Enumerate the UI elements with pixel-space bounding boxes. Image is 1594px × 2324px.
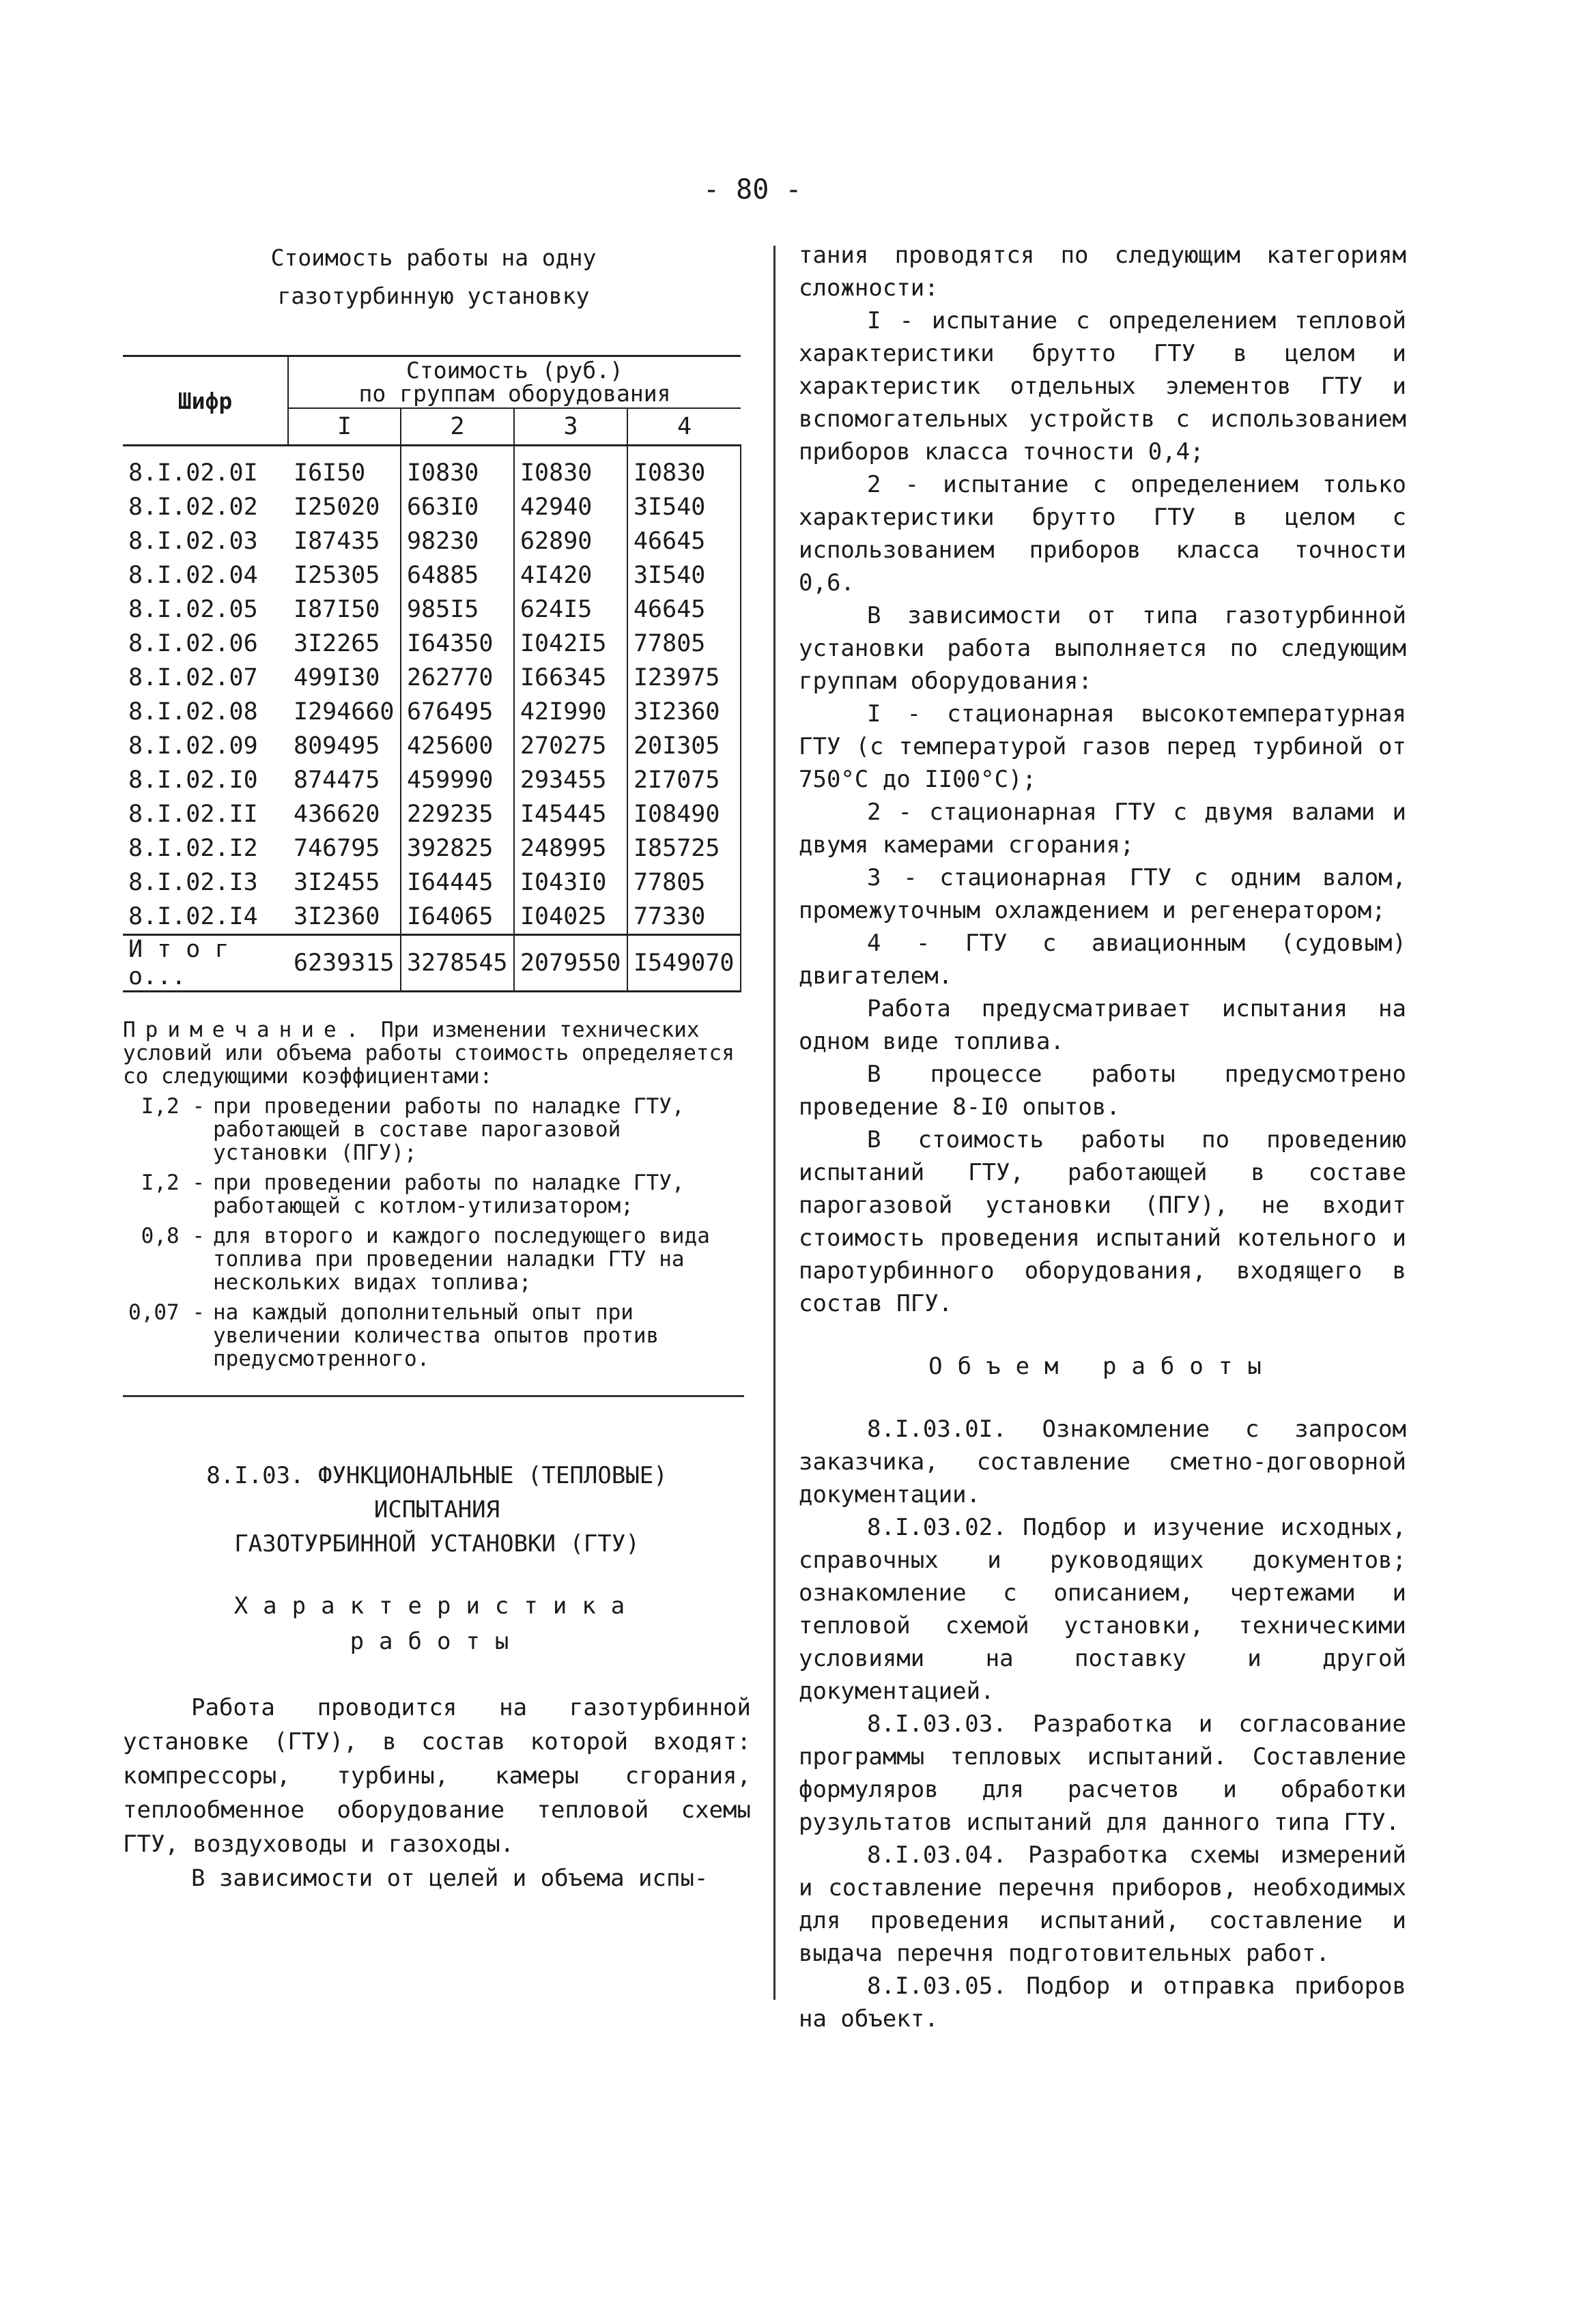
section-title	[123, 1459, 751, 1561]
cost-cell: I04025	[514, 900, 627, 935]
characteristic-heading-line: работы	[350, 1628, 524, 1655]
row-code: 8.I.02.05	[128, 596, 258, 623]
paragraph: 2 - испытание с определением только характеристики брутто ГТУ в целом с использованием приборов класса точности 0,6.	[799, 471, 1406, 597]
table-row	[123, 729, 741, 763]
row-code: 8.I.02.I3	[128, 869, 258, 896]
paragraph: тания проводятся по следующим категориям сложности:	[799, 242, 1406, 302]
cost-cell: 3I540	[627, 490, 741, 524]
row-code: 8.I.02.I2	[128, 835, 258, 862]
table-row	[123, 763, 741, 797]
row-code: 8.I.02.04	[128, 562, 258, 589]
section-title-line: 8.I.03. ФУНКЦИОНАЛЬНЫЕ (ТЕПЛОВЫЕ)	[206, 1462, 668, 1489]
cost-cell: I294660	[288, 695, 401, 729]
cost-cell: 262770	[401, 661, 514, 695]
table-row	[123, 661, 741, 695]
table-row	[123, 446, 741, 491]
cost-cell: I25305	[288, 558, 401, 592]
page-number: - 80 -	[703, 174, 802, 205]
coefficient-item	[123, 1224, 751, 1294]
section-title-line: ГАЗОТУРБИННОЙ УСТАНОВКИ (ГТУ)	[234, 1530, 640, 1558]
cost-cell: I64445	[401, 865, 514, 900]
paragraph: I - испытание с определением тепловой характеристики брутто ГТУ в целом и характеристик отдельных элементов ГТУ и вспомогательных устройств с использованием приборов класса точности 0,4;	[799, 307, 1406, 465]
scope-item: 8.I.03.03. Разработка и согласование программы тепловых испытаний. Составление формуляров для расчетов и обработки рузультатов испытаний для данного типа ГТУ.	[799, 1710, 1406, 1836]
total-label: И т о г о...	[123, 935, 288, 992]
paragraph: Работа предусматривает испытания на одном виде топлива.	[799, 995, 1406, 1055]
group-header: 2	[401, 408, 514, 446]
cost-cell: 3I2360	[288, 900, 401, 935]
note	[123, 1018, 751, 1371]
cost-cell: 77805	[627, 627, 741, 661]
cost-cell: 4I420	[514, 558, 627, 592]
coefficient-text: для второго и каждого последующего вида топлива при проведении наладки ГТУ на нескольких видах топлива;	[213, 1224, 710, 1295]
cost-header-line: Стоимость (руб.)	[406, 357, 623, 384]
scope-heading: Объем работы	[928, 1353, 1277, 1380]
left-column	[123, 239, 751, 1895]
cost-cell: I0830	[401, 446, 514, 491]
table-row	[123, 797, 741, 831]
coefficient-value: 0,8 -	[141, 1224, 205, 1248]
cost-cell: I0830	[627, 446, 741, 491]
group-header: I	[288, 408, 401, 446]
table-title-line: Стоимость работы на одну	[270, 244, 597, 271]
cost-cell: I64065	[401, 900, 514, 935]
total-row	[123, 935, 741, 992]
table-row	[123, 558, 741, 592]
cost-cell: 809495	[288, 729, 401, 763]
scope-item: 8.I.03.05. Подбор и отправка приборов на объект.	[799, 1972, 1406, 2033]
table-title	[116, 239, 751, 315]
cost-cell: 46645	[627, 524, 741, 558]
cost-cell: I64350	[401, 627, 514, 661]
table-row	[123, 490, 741, 524]
cost-cell: 3I2455	[288, 865, 401, 900]
total-cell: 2079550	[514, 935, 627, 992]
coefficient-text: при проведении работы по наладке ГТУ, работающей в составе парогазовой установки (ПГУ);	[213, 1094, 685, 1165]
row-code: 8.I.02.06	[128, 630, 258, 657]
cost-cell: I6I50	[288, 446, 401, 491]
coefficient-item	[123, 1301, 751, 1371]
cost-cell: 663I0	[401, 490, 514, 524]
row-code: 8.I.02.03	[128, 528, 258, 555]
characteristic-heading	[123, 1588, 751, 1659]
paragraph: I - стационарная высокотемпературная ГТУ (с температурой газов перед турбиной от 750°С до II00°С);	[799, 700, 1406, 793]
cost-cell: 436620	[288, 797, 401, 831]
paragraph: В зависимости от типа газотурбинной установки работа выполняется по следующим группам оборудования:	[799, 602, 1406, 695]
cost-cell: 2I7075	[627, 763, 741, 797]
cost-cell: 3I2360	[627, 695, 741, 729]
table-row	[123, 695, 741, 729]
cost-cell: I85725	[627, 831, 741, 865]
cost-cell: 270275	[514, 729, 627, 763]
cost-cell: 77330	[627, 900, 741, 935]
column-divider	[773, 246, 775, 2000]
cost-cell: I66345	[514, 661, 627, 695]
cost-cell: I08490	[627, 797, 741, 831]
cost-cell: I87435	[288, 524, 401, 558]
cost-cell: I45445	[514, 797, 627, 831]
cost-header-line: по группам оборудования	[358, 380, 671, 407]
coefficient-value: 0,07 -	[128, 1300, 205, 1325]
cost-cell: 676495	[401, 695, 514, 729]
cost-cell: 3I2265	[288, 627, 401, 661]
table-row	[123, 831, 741, 865]
cost-cell: 459990	[401, 763, 514, 797]
scope-item: 8.I.03.04. Разработка схемы измерений и составление перечня приборов, необходимых для проведения испытаний, составление и выдача перечня подготовительных работ.	[799, 1841, 1406, 1967]
coefficient-item	[123, 1171, 751, 1218]
table-row	[123, 865, 741, 900]
note-label: Примечание.	[123, 1018, 369, 1042]
cost-cell: 42I990	[514, 695, 627, 729]
table-row	[123, 900, 741, 935]
cost-table	[123, 355, 741, 992]
paragraph: 3 - стационарная ГТУ с одним валом, промежуточным охлаждением и регенератором;	[799, 864, 1406, 924]
characteristic-heading-line: Характеристика	[233, 1592, 640, 1620]
row-code: 8.I.02.02	[128, 493, 258, 521]
group-header: 3	[514, 408, 627, 446]
scope-item: 8.I.03.0I. Ознакомление с запросом заказчика, составление сметно-договорной документации.	[799, 1416, 1406, 1508]
coefficient-text: на каждый дополнительный опыт при увеличении количества опытов против предусмотренного.	[213, 1300, 659, 1371]
cost-cell: 98230	[401, 524, 514, 558]
table-title-line: газотурбинную установку	[277, 283, 590, 309]
cost-cell: 77805	[627, 865, 741, 900]
cost-cell: 42940	[514, 490, 627, 524]
cost-cell: I23975	[627, 661, 741, 695]
row-code: 8.I.02.08	[128, 698, 258, 726]
coefficient-item	[123, 1095, 751, 1164]
paragraph: В зависимости от целей и объема испы-	[191, 1865, 709, 1892]
group-header: 4	[627, 408, 741, 446]
coefficient-list	[123, 1095, 751, 1371]
cost-cell: 392825	[401, 831, 514, 865]
cost-cell: 746795	[288, 831, 401, 865]
row-code: 8.I.02.07	[128, 664, 258, 691]
table-row	[123, 524, 741, 558]
coefficient-value: I,2 -	[141, 1171, 205, 1195]
row-code: 8.I.02.II	[128, 801, 258, 828]
paragraph: В процессе работы предусмотрено проведение 8-I0 опытов.	[799, 1061, 1406, 1121]
row-code: 8.I.02.09	[128, 732, 258, 760]
paragraph: Работа проводится на газотурбинной установке (ГТУ), в состав которой входят: компрессоры, турбины, камеры сгорания, теплообменное оборудование тепловой схемы ГТУ, воздуховоды и газоходы.	[123, 1694, 751, 1858]
cost-cell: 248995	[514, 831, 627, 865]
cost-cell: 874475	[288, 763, 401, 797]
table-row	[123, 592, 741, 627]
note-text: При изменении технических условий или объема работы стоимость определяется со следующими коэффициентами:	[123, 1018, 735, 1089]
right-column	[799, 239, 1406, 2035]
total-cell: I549070	[627, 935, 741, 992]
cost-cell: 62890	[514, 524, 627, 558]
coefficient-value: I,2 -	[141, 1094, 205, 1119]
paragraph: В стоимость работы по проведению испытаний ГТУ, работающей в составе парогазовой установки (ПГУ), не входит стоимость проведения испытаний котельного и паротурбинного оборудования, входящего в состав ПГУ.	[799, 1126, 1406, 1317]
cost-cell: I87I50	[288, 592, 401, 627]
cost-cell: 624I5	[514, 592, 627, 627]
coefficient-text: при проведении работы по наладке ГТУ, работающей с котлом-утилизатором;	[213, 1171, 685, 1218]
cost-header	[288, 356, 741, 409]
cost-cell: I25020	[288, 490, 401, 524]
scope-item: 8.I.03.02. Подбор и изучение исходных, справочных и руководящих документов; ознакомление с описанием, чертежами и тепловой схемой установки, техническими условиями на поставку и другой документацией.	[799, 1514, 1406, 1705]
total-cell: 6239315	[288, 935, 401, 992]
code-header: Шифр	[123, 356, 288, 446]
cost-cell: 499I30	[288, 661, 401, 695]
paragraph: 4 - ГТУ с авиационным (судовым) двигателем.	[799, 930, 1406, 990]
cost-cell: I0830	[514, 446, 627, 491]
row-code: 8.I.02.I4	[128, 903, 258, 930]
row-code: 8.I.02.I0	[128, 766, 258, 794]
cost-cell: 46645	[627, 592, 741, 627]
cost-cell: 229235	[401, 797, 514, 831]
cost-cell: I043I0	[514, 865, 627, 900]
cost-cell: 20I305	[627, 729, 741, 763]
cost-cell: 293455	[514, 763, 627, 797]
paragraph: 2 - стационарная ГТУ с двумя валами и двумя камерами сгорания;	[799, 799, 1406, 859]
row-code: 8.I.02.0I	[128, 459, 258, 487]
section-separator	[123, 1395, 744, 1397]
table-row	[123, 627, 741, 661]
note-intro	[123, 1018, 751, 1088]
total-cell: 3278545	[401, 935, 514, 992]
section-title-line: ИСПЫТАНИЯ	[373, 1496, 500, 1523]
cost-cell: I042I5	[514, 627, 627, 661]
cost-cell: 425600	[401, 729, 514, 763]
cost-cell: 985I5	[401, 592, 514, 627]
cost-cell: 64885	[401, 558, 514, 592]
cost-cell: 3I540	[627, 558, 741, 592]
